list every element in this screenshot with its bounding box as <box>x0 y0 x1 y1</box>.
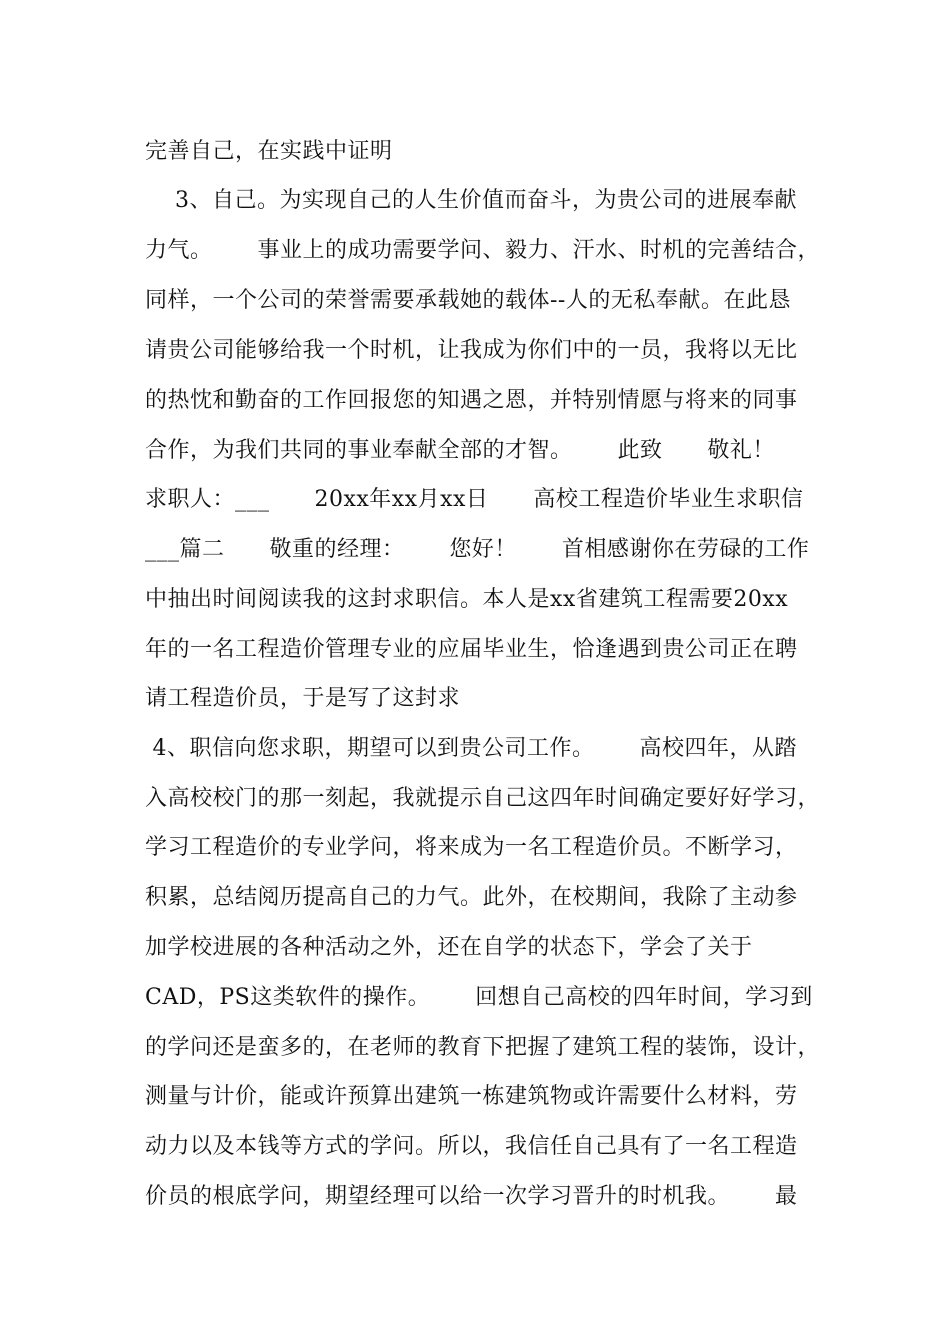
text-line: 学习工程造价的专业学问，将来成为一名工程造价员。不断学习， <box>145 835 798 860</box>
text-line: 合作，为我们共同的事业奉献全部的才智。 此致 敬礼！ <box>145 438 775 463</box>
text-line: 请贵公司能够给我一个时机，让我成为你们中的一员，我将以无比 <box>145 338 798 363</box>
text-line: 3、自己。为实现自己的人生价值而奋斗，为贵公司的进展奉献 <box>145 188 797 213</box>
text-line: 力气。 事业上的成功需要学问、毅力、汗水、时机的完善结合， <box>145 238 820 263</box>
text-line: 的热忱和勤奋的工作回报您的知遇之恩，并特别情愿与将来的同事 <box>145 388 798 413</box>
text-line: 积累，总结阅历提高自己的力气。此外，在校期间，我除了主动参 <box>145 885 798 910</box>
text-line: 价员的根底学问，期望经理可以给一次学习晋升的时机我。 最 <box>145 1184 798 1209</box>
text-line: 请工程造价员，于是写了这封求 <box>145 686 461 711</box>
text-line: 4、职信向您求职，期望可以到贵公司工作。 高校四年，从踏 <box>145 736 797 761</box>
text-line: 求职人：___ 20xx年xx月xx日 高校工程造价毕业生求职信 <box>145 487 804 512</box>
text-line: 入高校校门的那一刻起，我就提示自己这四年时间确定要好好学习， <box>145 786 821 811</box>
text-line: CAD，PS这类软件的操作。 回想自己高校的四年时间，学习到 <box>145 985 813 1010</box>
text-line: 年的一名工程造价管理专业的应届毕业生，恰逢遇到贵公司正在聘 <box>145 637 798 662</box>
text-line: 完善自己，在实践中证明 <box>145 139 393 164</box>
text-line: 中抽出时间阅读我的这封求职信。本人是xx省建筑工程需要20xx <box>145 587 789 612</box>
text-line: 测量与计价，能或许预算出建筑一栋建筑物或许需要什么材料，劳 <box>145 1084 798 1109</box>
text-line: 同样，一个公司的荣誉需要承载她的载体--人的无私奉献。在此恳 <box>145 288 791 313</box>
text-line: 的学问还是蛮多的，在老师的教育下把握了建筑工程的装饰，设计， <box>145 1035 821 1060</box>
text-line: ___篇二 敬重的经理： 您好！ 首相感谢你在劳碌的工作 <box>145 537 810 562</box>
text-line: 动力以及本钱等方式的学问。所以，我信任自己具有了一名工程造 <box>145 1134 798 1159</box>
text-line: 加学校进展的各种活动之外，还在自学的状态下，学会了关于 <box>145 935 753 960</box>
